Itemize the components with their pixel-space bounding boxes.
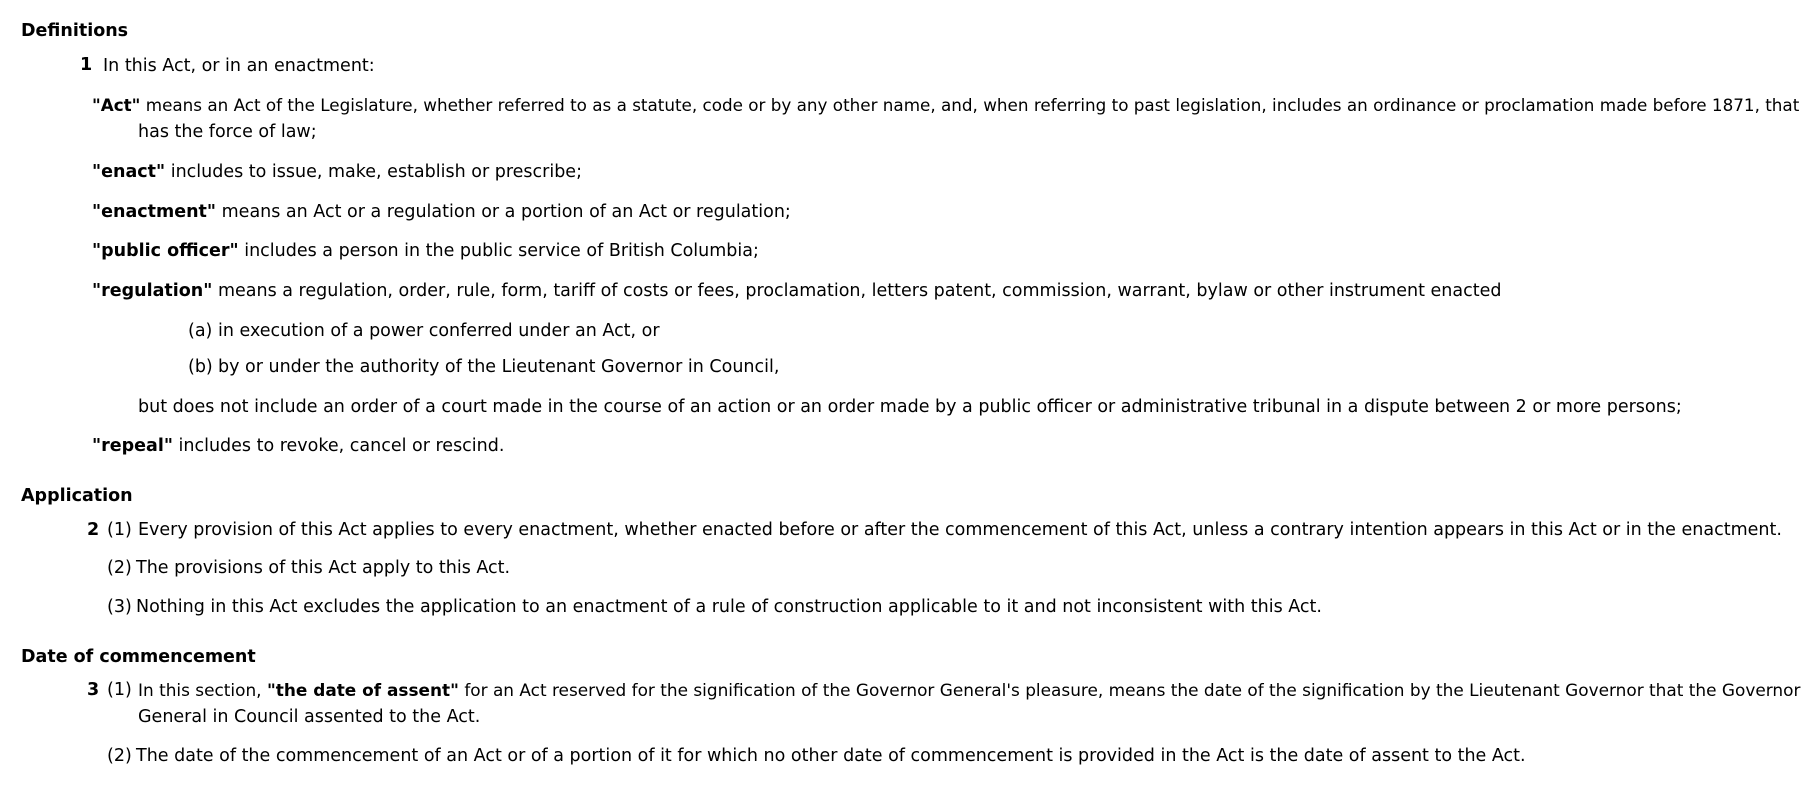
- definition-term: "public officer": [92, 241, 239, 261]
- definition-regulation: [92, 278, 1501, 305]
- definition-regulation-tail: but does not include an order of a court made in the course of an action or an order made by a public officer or administrative tribunal in a dispute between 2 or more persons;: [138, 397, 1682, 417]
- definition-term: "enactment": [92, 202, 217, 222]
- definition-text: includes to issue, make, establish or prescribe;: [170, 162, 582, 182]
- section-1-intro: In this Act, or in an enactment:: [103, 56, 375, 76]
- definition-term: "Act": [92, 95, 141, 115]
- section-heading-date-of-commencement: Date of commencement: [21, 647, 256, 667]
- definition-text: means an Act of the Legislature, whether referred to as a statute, code or by any other name, and, when referring to past legislation, includes an ordinance or proclamation made before 1871, that: [145, 95, 1800, 115]
- definition-enact: [92, 159, 582, 186]
- definition-act: [92, 92, 1799, 119]
- definition-text: means a regulation, order, rule, form, tariff of costs or fees, proclamation, letters patent, commission, warrant, bylaw or other instrument enacted: [217, 281, 1502, 301]
- section-heading-application: Application: [21, 486, 133, 506]
- subsection-text: [138, 677, 1800, 704]
- subsection-label: (1): [107, 520, 132, 540]
- subsection-text: The provisions of this Act apply to this Act.: [136, 558, 511, 578]
- definition-text: includes to revoke, cancel or rescind.: [178, 436, 505, 456]
- subsection-label: (2): [107, 558, 132, 578]
- section-number-3: 3: [87, 680, 100, 700]
- section-number-2: 2: [87, 520, 100, 540]
- definition-term: "regulation": [92, 281, 213, 301]
- subsection-text-post: for an Act reserved for the signification of the Governor General's pleasure, means the date of the signification by the Lieutenant Governor that the Governor: [464, 680, 1801, 700]
- definition-repeal: [92, 433, 504, 460]
- section-heading-definitions: Definitions: [21, 21, 129, 41]
- subsection-text: The date of the commencement of an Act or of a portion of it for which no other date of commencement is provided in the Act is the date of assent to the Act.: [136, 746, 1526, 766]
- definition-text: includes a person in the public service of British Columbia;: [244, 241, 759, 261]
- definition-term: "repeal": [92, 436, 173, 456]
- section-number-1: 1: [80, 55, 93, 75]
- subsection-text-continuation: General in Council assented to the Act.: [138, 707, 481, 727]
- definition-public-officer: [92, 238, 759, 265]
- defined-term: "the date of assent": [266, 680, 459, 700]
- subsection-label: (3): [107, 597, 132, 617]
- paragraph-text-a: in execution of a power conferred under an Act, or: [218, 321, 660, 341]
- paragraph-label-a: (a): [188, 321, 213, 341]
- definition-act-continuation: has the force of law;: [138, 122, 317, 142]
- paragraph-label-b: (b): [188, 357, 213, 377]
- paragraph-text-b: by or under the authority of the Lieutenant Governor in Council,: [218, 357, 780, 377]
- subsection-label: (1): [107, 680, 132, 700]
- subsection-text: Nothing in this Act excludes the application to an enactment of a rule of construction applicable to it and not inconsistent with this Act.: [136, 597, 1322, 617]
- subsection-label: (2): [107, 746, 132, 766]
- definition-text: means an Act or a regulation or a portion of an Act or regulation;: [221, 202, 791, 222]
- subsection-text: Every provision of this Act applies to every enactment, whether enacted before or after the commencement of this Act, unless a contrary intention appears in this Act or in the enactment.: [138, 520, 1782, 540]
- definition-term: "enact": [92, 162, 166, 182]
- subsection-text-pre: In this section,: [138, 680, 262, 700]
- definition-enactment: [92, 199, 791, 226]
